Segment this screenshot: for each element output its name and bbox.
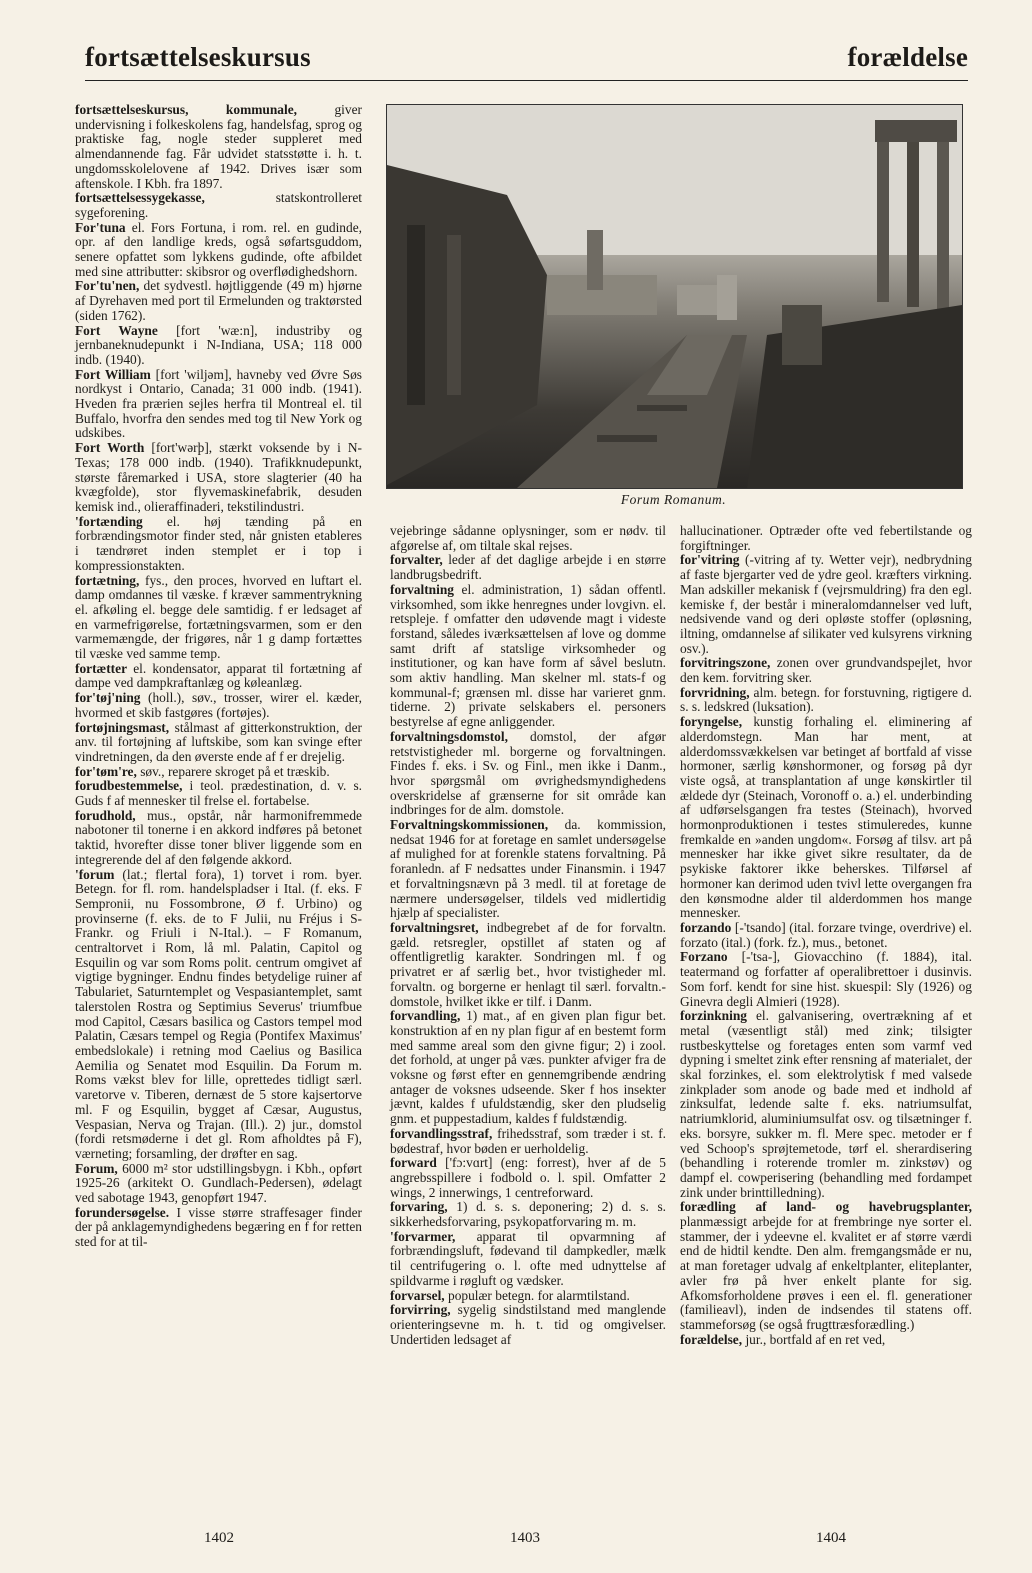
entry-text: mus., opstår, når harmonifremmede nabotoner til tonerne i en akkord indføres på betonet taktid, hvorefter disse toner bliver liggende som en integrerende del af den følgende akkord. [75,807,362,867]
entry-headword: Fort Wayne [75,322,158,338]
dictionary-entry [75,691,362,720]
figure-caption: Forum Romanum. [620,492,727,507]
entry-headword: fortøjningsmast, [75,719,170,735]
dictionary-entry [75,1162,362,1206]
entry-headword: for'vitring [680,552,740,568]
entry-text: stålmast af gitterkonstruktion, der anv. til fortøjning af luftskibe, som kan svinge efter vindretningen, da den øverste ende af f er drejelig. [75,719,362,764]
page-number-center: 1403 [510,1530,540,1546]
entry-text: I visse større straffesager finder der på anklagemyndighedens begæring en f for retten sted for at til- [75,1204,362,1250]
dictionary-entry [75,441,362,515]
entry-headword: fortætter [75,660,128,676]
dictionary-entry [390,1200,666,1229]
entry-headword: Forum, [75,1160,118,1176]
entry-text: fys., den proces, hvorved en luftart el. damp omdannes til væske. f kræver sammentrykning el. afkøling el. begge dele samtidig. f er ledsaget af en varmefrigørelse, fortætningsvarmen, som er den varmemængde, der frigøres, når 1 g damp fortættes til væske ved samme temp. [75,572,362,662]
entry-text: 1) mat., af en given plan figur bet. konstruktion af en ny plan figur af en bestemt form med samme areal som den givne figur; 2) i zool. det forhold, at unger på væs. punkter afviger fra de voksne og først efter en gennemgribende ændring antager de voksnes udseende. Sker f hos insekter jævnt, kaldes f ufuldstændig, sker den pludselig gnm. et puppestadium, kaldes f fuldstændig. [390,1008,666,1127]
entry-text: hallucinationer. Optræder ofte ved febertilstande og forgiftninger. [680,523,972,553]
dictionary-entry [680,1200,972,1332]
dictionary-entry [75,574,362,662]
dictionary-entry [75,809,362,868]
entry-text: (-vitring af ty. Wetter vejr), nedbrydning af faste bjergarter ved de ydre geol. kræfters virkning. Man adskiller mekanisk f (vejrsmuldring) fra den egl. kemiske f, der består i mineralomdannelser ved luft, nedsivende vand og deri opløste stoffer (opløsning, iltning, omdannelse af silikater ved kulsyrens virkning osv.). [680,552,972,656]
dictionary-entry [75,191,362,220]
dictionary-entry [390,1009,666,1127]
running-head-left: fortsættelseskursus [85,42,311,72]
entry-headword: Fort Worth [75,440,145,456]
entry-text: giver undervisning i folkeskolens fag, handelsfag, sprog og praktiske fag, nogle steder suppleret med almendannende fag. Får udvidet statsstøtte i. h. t. ungdomsskolelovene af 1942. Drives især som aftenskole. I Kbh. fra 1897. [75,102,362,191]
entry-text: 6000 m² stor udstillingsbygn. i Kbh., opført 1925-26 (arkitekt O. Gundlach-Pedersen), ødelagt ved sabotage 1943, genopført 1947. [75,1160,362,1206]
entry-text: domstol, der afgør retstvistigheder ml. borgerne og forvaltningen. Findes f. eks. i Sv. og Finl., men ikke i Danm., hvor spørgsmål om øvrighedsmyndighedens overskridelse af grænserne for sit område kan indbringes for de alm. domstole. [390,728,666,818]
dictionary-entry [680,656,972,685]
column-1 [75,103,362,1250]
dictionary-entry [75,868,362,1162]
column-3 [680,524,972,1347]
entry-headword: fortætning, [75,572,140,588]
entry-text: [fort 'wiljəm], havneby ved Øvre Søs nordkyst i Ontario, Canada; 31 000 indb. (1941). Hveden fra prærien sejles herfra til Montreal el. til Buffalo, hvorfra den sendes med tog til New York og udskibes. [75,366,362,441]
dictionary-entry [390,1156,666,1200]
entry-text: [fort'wərþ], stærkt voksende by i N-Texas; 178 000 indb. (1940). Trafikknudepunkt, største fåremarked i USA, store slagterier (40 ha kvægfolde), stor flyvemaskinefabrik, desuden kemisk ind., olieraffinaderi, tekstilindustri. [75,440,362,514]
dictionary-entry [390,553,666,582]
dictionary-entry [390,524,666,553]
entry-text: [-'tsando] (ital. forzare tvinge, overdrive) el. forzato (ital.) (fork. fz.), mus., betonet. [680,919,972,950]
entry-text: populær betegn. for alarmtilstand. [444,1287,630,1303]
dictionary-entry [390,730,666,818]
dictionary-entry [390,583,666,730]
entry-headword: forundersøgelse. [75,1204,170,1220]
entry-text: ['fɔ:vɑrt] (eng: forrest), hver af de 5 angrebsspillere i fodbold o. l. spil. Omfatter 2 wings, 2 innerwings, 1 centreforward. [390,1155,666,1200]
dictionary-entry [680,950,972,1009]
entry-text: el. galvanisering, overtrækning af et metal (væsentligt stål) med zink; tilsigter rustbeskyttelse og foretages enten som varmf ved dypning i smeltet zink efter rensning af materialet, der skal forzinkes, el. som elektrolytisk f med valsede zinkplader som anode og bade med et indhold af zinksulfat, ledende salte f. eks. natriumsulfat, natriumklorid, aluminiumsulfat osv. og tilsætninger f. eks. borsyre, sukker m. fl. Mere spec. metoder er f ved Schoop's sprøjtemetode, tørf el. sherardisering (behandling i roterende tromler m. zinkstøv) og dampf el. cowperisering (behandling med fordampet zink under brinttilledning). [680,1008,972,1200]
dictionary-entry [75,324,362,368]
entry-headword: forzinkning [680,1008,747,1024]
entry-headword: Forzano [680,949,728,965]
entry-headword: for'tøj'ning [75,690,141,706]
entry-headword: forudhold, [75,807,136,823]
entry-text: frihedsstraf, som træder i st. f. bødestraf, hvor bøden er uerholdelig. [390,1125,666,1156]
column-2 [390,524,666,1347]
entry-text: i teol. prædestination, d. v. s. Guds f af mennesker til frelse el. fortabelse. [75,778,362,809]
entry-headword: fortsættelsessygekasse, [75,190,205,206]
entry-headword: 'fortænding [75,513,143,529]
entry-headword: 'forvarmer, [390,1228,456,1244]
entry-text: det sydvestl. højtliggende (49 m) hjørne af Dyrehaven med port til Ermelunden og traktørsted (siden 1762). [75,278,362,323]
entry-text: [-'tsa-], Giovacchino (f. 1884), ital. teatermand og forfatter af operalibrettoer i dusinvis. Som forf. kendt for sine hist. skuespil: Sly (1926) og Ginevra degli Almieri (1928). [680,949,972,1009]
dictionary-entry [75,662,362,691]
entry-text: zonen over grundvandspejlet, hvor den kem. forvitring sker. [680,655,972,686]
entry-text: planmæssigt arbejde for at frembringe nye sorter el. stammer, der i ydeevne el. kvalitet er af større værdi end de hidtil kendte. Den alm. fremgangsmåde er nu, at man foretager udvalg af enkeltplanter, eliteplanter, avler frø på hver enkelt plante for sig. Afkomsforholdene prøves i een el. fl. generationer (familieavl), inden de indsendes til statens off. stammeforsøg (se også frugttræsforædling.) [680,1214,972,1332]
entry-headword: Fort William [75,366,151,382]
entry-headword: forvarsel, [390,1287,445,1303]
entry-text: [fort 'wæ:n], industriby og jernbaneknudepunkt i N-Indiana, USA; 118 000 indb. (1940). [75,322,362,367]
entry-headword: forædling af land- og havebrugsplanter, [680,1199,972,1215]
entry-headword: forudbestemmelse, [75,778,183,794]
entry-headword: forvaring, [390,1199,448,1215]
entry-headword: For'tu'nen, [75,278,140,294]
dictionary-entry [75,765,362,780]
entry-headword: for'tøm're, [75,763,137,779]
dictionary-entry [680,553,972,656]
dictionary-entry [75,515,362,574]
entry-headword: forvridning, [680,684,750,700]
entry-text: statskontrolleret sygeforening. [75,190,362,220]
entry-text: el. administration, 1) sådan offentl. virksomhed, som ikke henregnes under lovgivn. el. retspleje. f omfatter den udøvende magt i videste forstand, således iværksættelsen af love og domme samt drift af statslige virksomheder og institutioner, og kan have form af såvel beslutn. som aktiv handling. Man skelner ml. stats-f og kommunal-f; grænsen ml. disse har varieret gnm. tiderne. 2) private selskabers el. personers bestyrelse af egne anliggender. [390,581,666,730]
entry-text: 1) d. s. s. deponering; 2) d. s. s. sikkerhedsforvaring, psykopatforvaring m. m. [390,1199,666,1230]
entry-headword: forvaltningsret, [390,919,479,935]
entry-headword: Forvaltningskommissionen, [390,817,549,833]
dictionary-entry [75,221,362,280]
entry-headword: forvalter, [390,552,443,568]
dictionary-entry [390,818,666,921]
entry-headword: forvirring, [390,1302,451,1318]
entry-headword: forzando [680,919,732,935]
entry-text: el. Fors Fortuna, i rom. rel. en gudinde, opr. af den landlige kreds, også søfartsguddom, senere opfattet som lykkens gudinde, ofte afbildet med sine attributter: skibsror og overflødighedshorn. [75,219,362,279]
dictionary-entry [680,524,972,553]
entry-headword: forvitringszone, [680,655,771,671]
entry-headword: forvaltning [390,581,454,597]
dictionary-entry [390,1303,666,1347]
entry-headword: forvandling, [390,1008,461,1024]
entry-text: leder af det daglige arbejde i en større landbrugsbedrift. [390,552,666,583]
forum-romanum-photo [386,104,963,489]
entry-text: (lat.; flertal fora), 1) torvet i rom. byer. Betegn. for fl. rom. handelspladser i Ital. (f. eks. F Sempronii, nu Fossombrone, Ø f. Urbino) og provinserne (f. eks. de to F Julii, nu Fréjus i S-Frankr. og Friuli i N-Ital.). – F Romanum, centraltorvet i Rom, lå ml. Palatin, Capitol og Esquilin og var som Roms polit. centrum omgivet af vigtige bygninger. Endnu findes betydelige ruiner af Tabulariet, Saturntemplet og Vespasiantemplet, samt talerstolen Rostra og Septimius Severus' triumfbue mod Capitol, Cæsars basilica og Castors tempel mod Palatin, Cæsars tempel og Regia (Pontifex Maximus' embedslokale) i retning mod Caelius og Basilica Aemilia og Senatet mod Esquilin. Da Forum m. Roms vækst blev for lille, oprettedes tidligt særl. varetorve v. Tiberen, dernæst de 5 store kajsertorve ml. F og Esquilin, bygget af Cæsar, Augustus, Vespasian, Nerva og Trajan. (Ill.). 2) jur., domstol (fordi retsmøderne i det gl. Rom afholdtes på F), værneting; forsamling, der drøfter en sag. [75,866,362,1161]
dictionary-entry [680,1333,972,1348]
dictionary-entry [390,921,666,1009]
dictionary-entry [390,1230,666,1289]
dictionary-entry [75,279,362,323]
entry-text: vejebringe sådanne oplysninger, som er nødv. til afgørelse af, om tiltale skal rejses. [390,523,666,553]
dictionary-entry [390,1127,666,1156]
entry-text: el. kondensator, apparat til fortætning af dampe ved dampkraftanlæg og køleanlæg. [75,660,362,691]
entry-text: alm. betegn. for forstuvning, rigtigere d. s. s. ledskred (luksation). [680,684,972,715]
entry-text: sygelig sindstilstand med manglende orienteringsevne m. h. t. tid og omgivelser. Undertiden ledsaget af [390,1302,666,1347]
dictionary-entry [680,1009,972,1200]
dictionary-entry [680,921,972,950]
dictionary-entry [75,779,362,808]
entry-headword: For'tuna [75,219,126,235]
page-number-right: 1404 [816,1530,846,1546]
header-rule [85,80,968,81]
entry-headword: 'forum [75,866,115,882]
entry-text: apparat til opvarmning af forbrændingsluft, fødevand til dampkedler, mælk til centrifugering o. l. ofte med udnyttelse af spildvarme i røgluft og vædsker. [390,1228,666,1288]
entry-headword: foryngelse, [680,714,743,730]
dictionary-entry [680,686,972,715]
entry-headword: forældelse, [680,1331,743,1347]
entry-text: (holl.), søv., trosser, wirer el. kæder, hvormed et skib fastgøres (fortøjes). [75,690,362,720]
dictionary-entry [75,721,362,765]
dictionary-entry [680,715,972,921]
dictionary-entry [75,1206,362,1250]
entry-headword: fortsættelseskursus, kommunale, [75,102,297,117]
dictionary-entry [75,368,362,442]
page-number-left: 1402 [204,1530,234,1546]
entry-headword: forvandlingsstraf, [390,1125,493,1141]
dictionary-entry [75,103,362,191]
entry-text: indbegrebet af de for forvaltn. gæld. retsregler, opstillet af staten og af offentligretlig karakter. Sondringen ml. f og privatret er af særlig bet., hvor tvistigheder ml. forvaltn. og borgerne er henlagt til særl. forvaltn.-domstole, hvilket ikke er tilf. i Danm. [390,919,666,1009]
entry-headword: forvaltningsdomstol, [390,728,508,744]
entry-text: da. kommission, nedsat 1946 for at foretage en samlet undersøgelse af mulighed for at forenkle statens forvaltning. På foranledn. af F nedsattes under Finansmin. i 1947 et forvaltningsnævn på 3 medl. til at foretage de nærmere undersøgelser, tildels ved midlertidig hjælp af specialister. [390,817,666,921]
entry-text: el. høj tænding på en forbrændingsmotor finder sted, når gnisten etableres i tændrøret inden stemplet er i top i kompressionstakten. [75,513,362,573]
entry-text: jur., bortfald af en ret ved, [742,1331,886,1347]
entry-text: kunstig forhaling el. eliminering af alderdomstegn. Man har ment, at alderdomssvækkelsen var betinget af bortfald af visse hormoner, særlig kønshormoner, og forsøg på dyr viste også, at transplantation af unge kønskirtler til ældede dyr (Steinach, Voronoff o. a.) el. underbinding af udførselsgangen fra testes (Steinach), hvorved hormonproduktionen i testes stimuleredes, kunne fremkalde en »anden ungdom«. Forsøg af tilsv. art på mennesker har ikke givet sikre resultater, da de psykiske faktorer ikke beherskes. Tilførsel af hormoner kan derimod uden tvivl lette overgangen fra den kønsmodne alder til alderdommen hos mange mennesker. [680,714,972,921]
dictionary-entry [390,1289,666,1304]
running-head-right: forældelse [847,42,968,72]
entry-headword: forward [390,1155,437,1171]
entry-text: søv., reparere skroget på et træskib. [136,763,330,779]
